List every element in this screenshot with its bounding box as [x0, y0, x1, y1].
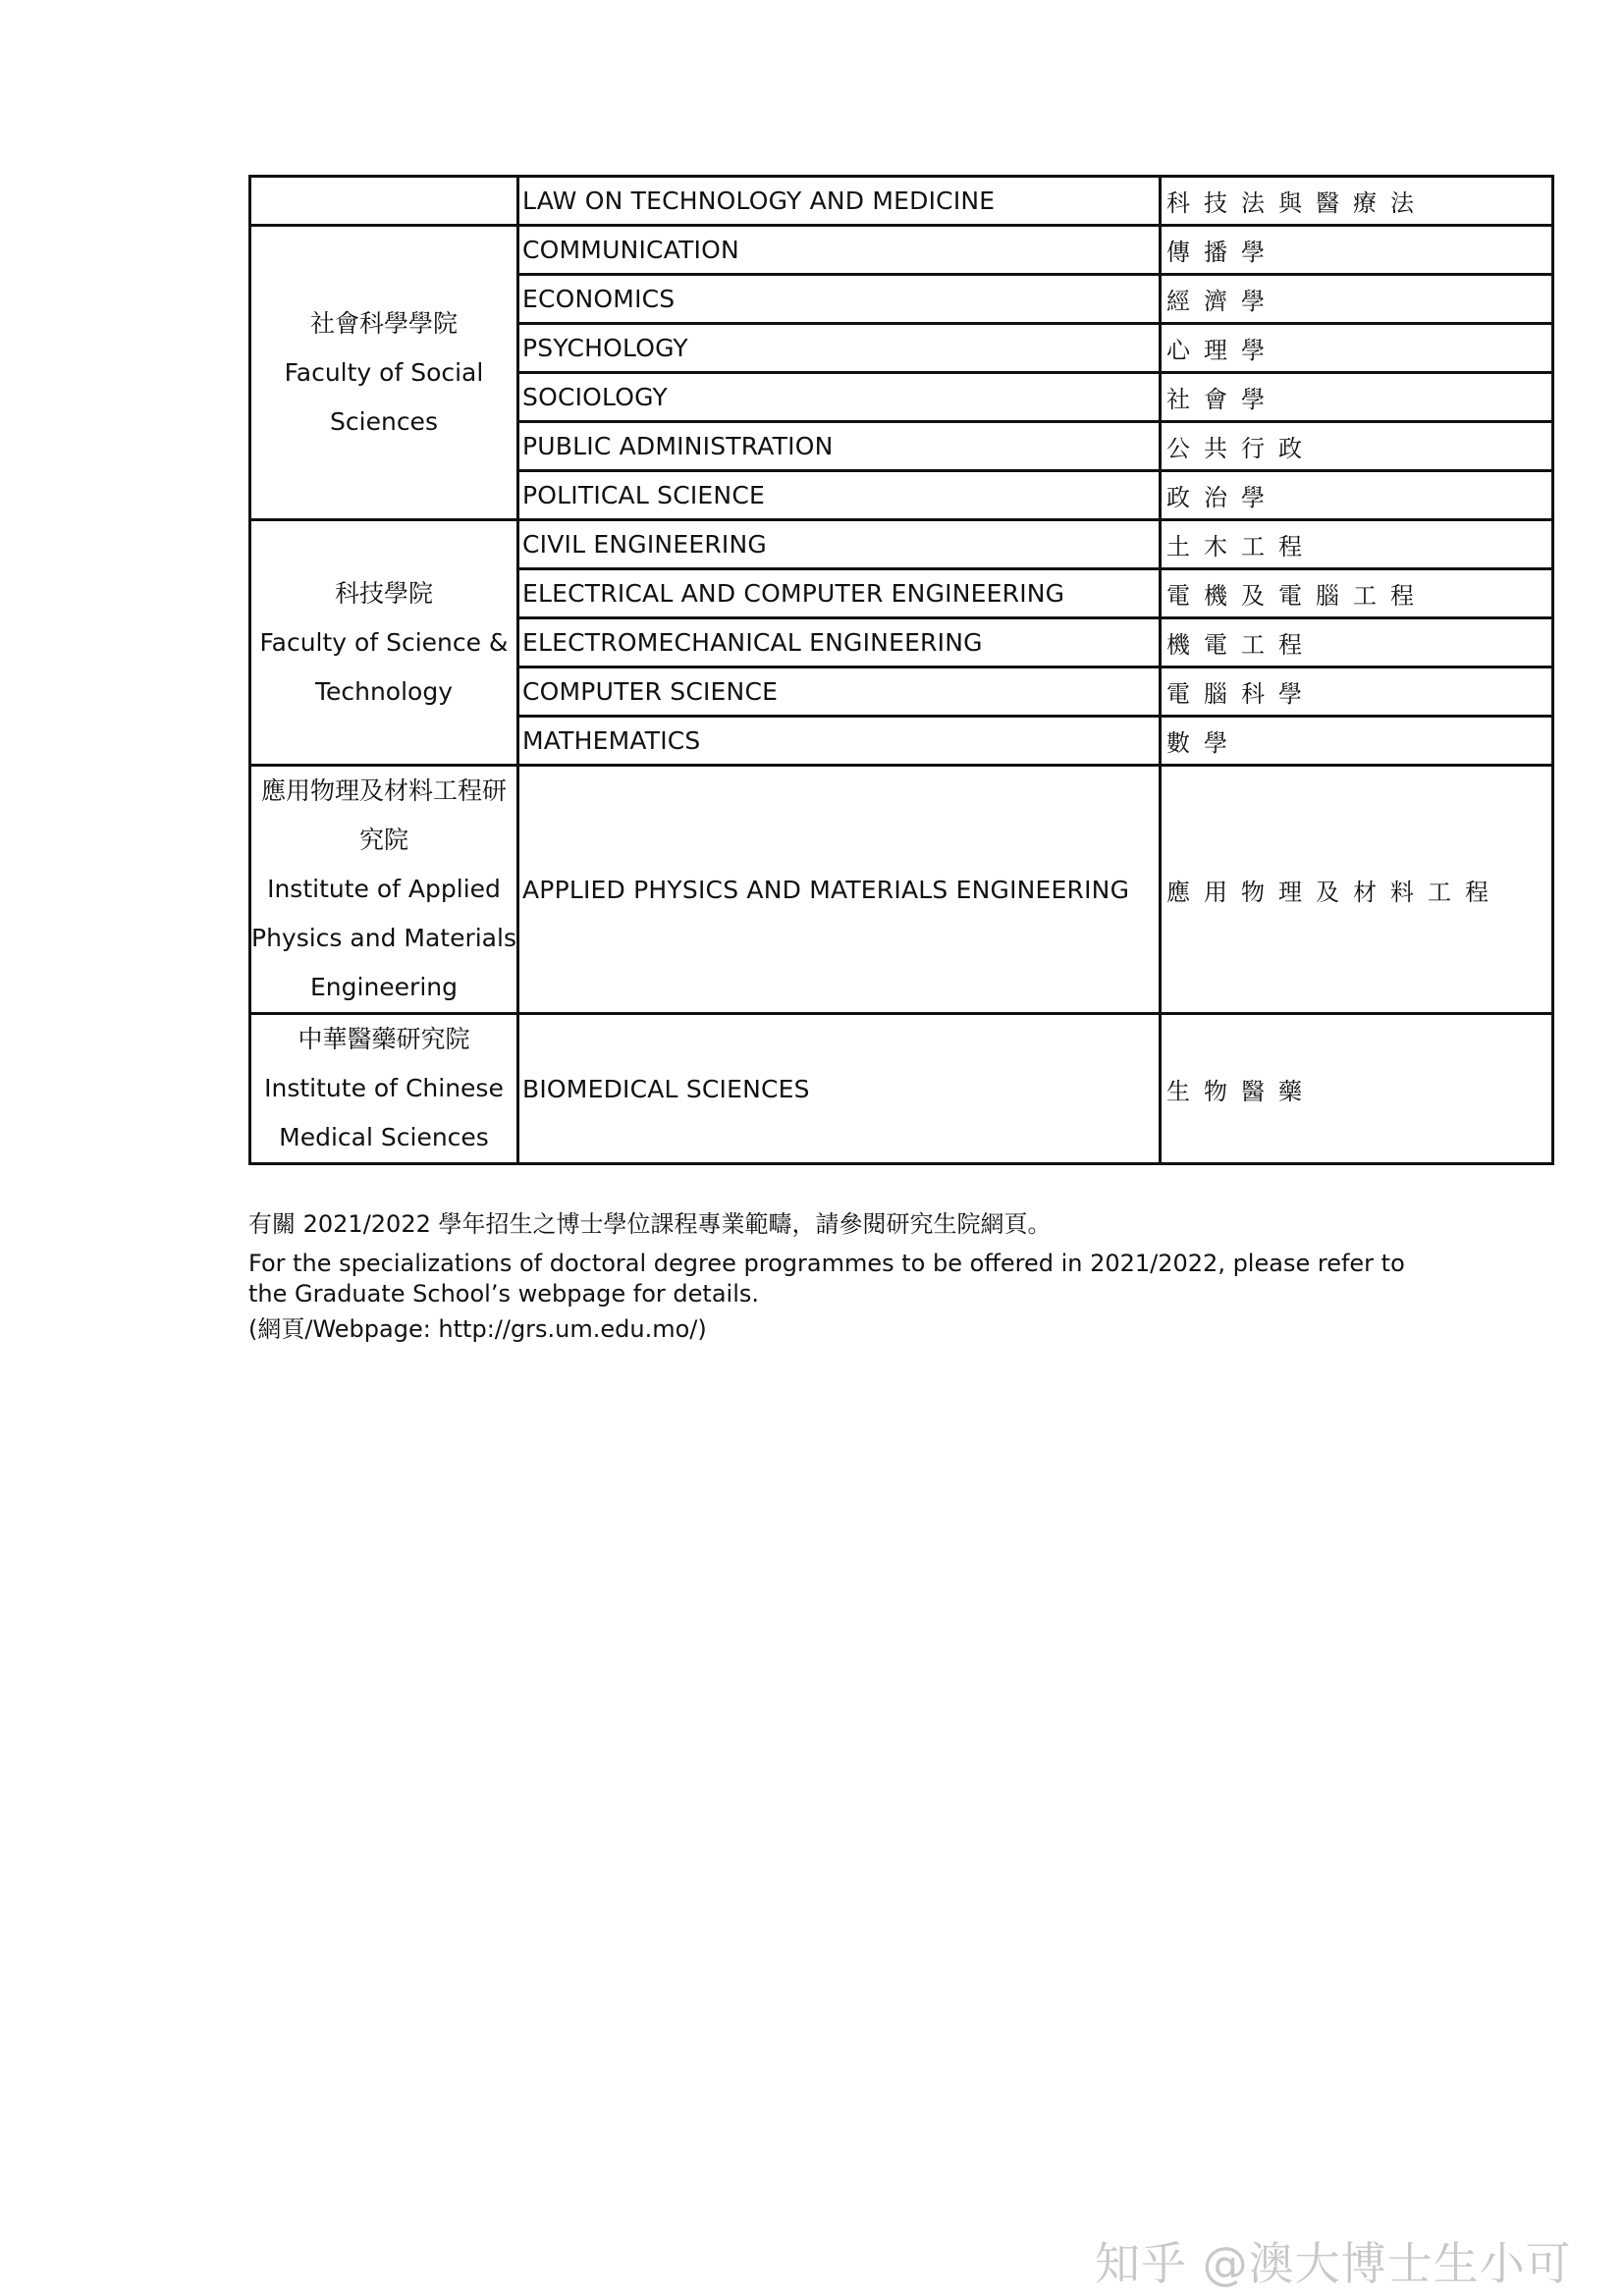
faculty-name-en: Faculty of Social [284, 357, 484, 387]
note-webpage: (網頁/Webpage: http://grs.um.edu.mo/) [248, 1315, 707, 1343]
faculty-name-en: Technology [314, 676, 454, 706]
table-row [250, 520, 1553, 569]
programme-zh: 土木工程 [1161, 520, 1553, 569]
faculty-cell-empty [250, 177, 518, 226]
programme-en: SOCIOLOGY [518, 373, 1161, 422]
programme-zh: 經濟學 [1161, 275, 1553, 324]
watermark: 知乎 @澳大博士生小可 [1095, 2237, 1572, 2290]
programme-en: CIVIL ENGINEERING [518, 520, 1161, 569]
faculty-social-sciences [250, 226, 518, 520]
programme-en: PSYCHOLOGY [518, 324, 1161, 373]
programme-zh: 應用物理及材料工程 [1161, 766, 1553, 1014]
faculty-name-zh: 科技學院 [334, 578, 433, 608]
programme-en: LAW ON TECHNOLOGY AND MEDICINE [518, 177, 1161, 226]
programme-zh: 電腦科學 [1161, 667, 1553, 717]
programme-zh: 政治學 [1161, 471, 1553, 520]
faculty-name-zh: 中華醫藥研究院 [298, 1025, 470, 1053]
faculty-science-technology [250, 520, 518, 766]
programme-zh: 機電工程 [1161, 618, 1553, 667]
faculty-name-en: Sciences [330, 406, 438, 436]
table-row [250, 766, 1553, 1014]
programme-zh: 數學 [1161, 717, 1553, 766]
programme-zh: 傳播學 [1161, 226, 1553, 275]
institute-applied-physics [250, 766, 518, 1014]
faculty-name-zh: 應用物理及材料工程研 [260, 776, 507, 805]
programme-en: ECONOMICS [518, 275, 1161, 324]
note-chinese: 有關 2021/2022 學年招生之博士學位課程專業範疇，請參閱研究生院網頁。 [248, 1210, 1052, 1238]
faculty-name-en: Faculty of Science & [259, 627, 509, 657]
table-row [250, 1014, 1553, 1164]
note-english: For the specializations of doctoral degree programmes to be offered in 2021/2022, please refer to the Graduate School’s webpage for details. [248, 1250, 1405, 1308]
table-row [250, 226, 1553, 275]
programme-en: POLITICAL SCIENCE [518, 471, 1161, 520]
programme-zh: 公共行政 [1161, 422, 1553, 471]
institute-chinese-medical [250, 1014, 518, 1164]
programme-en: MATHEMATICS [518, 717, 1161, 766]
programme-en: BIOMEDICAL SCIENCES [518, 1014, 1161, 1164]
programme-zh: 電機及電腦工程 [1161, 569, 1553, 618]
faculty-name-en: Medical Sciences [279, 1123, 489, 1151]
programme-table [248, 175, 1554, 1165]
programme-en: COMPUTER SCIENCE [518, 667, 1161, 717]
programme-zh: 社會學 [1161, 373, 1553, 422]
table-row [250, 177, 1553, 226]
programme-en: PUBLIC ADMINISTRATION [518, 422, 1161, 471]
faculty-name-zh: 究院 [358, 826, 408, 854]
programme-zh: 生物醫藥 [1161, 1014, 1553, 1164]
faculty-name-en: Institute of Applied [267, 875, 501, 903]
programme-zh: 心理學 [1161, 324, 1553, 373]
programme-en: ELECTRICAL AND COMPUTER ENGINEERING [518, 569, 1161, 618]
faculty-name-en: Institute of Chinese [264, 1074, 504, 1102]
programme-en: APPLIED PHYSICS AND MATERIALS ENGINEERING [518, 766, 1161, 1014]
faculty-name-zh: 社會科學學院 [309, 308, 458, 338]
programme-en: COMMUNICATION [518, 226, 1161, 275]
programme-en: ELECTROMECHANICAL ENGINEERING [518, 618, 1161, 667]
faculty-name-en: Physics and Materials [251, 924, 516, 952]
programme-zh: 科技法與醫療法 [1161, 177, 1553, 226]
faculty-name-en: Engineering [310, 973, 458, 1001]
